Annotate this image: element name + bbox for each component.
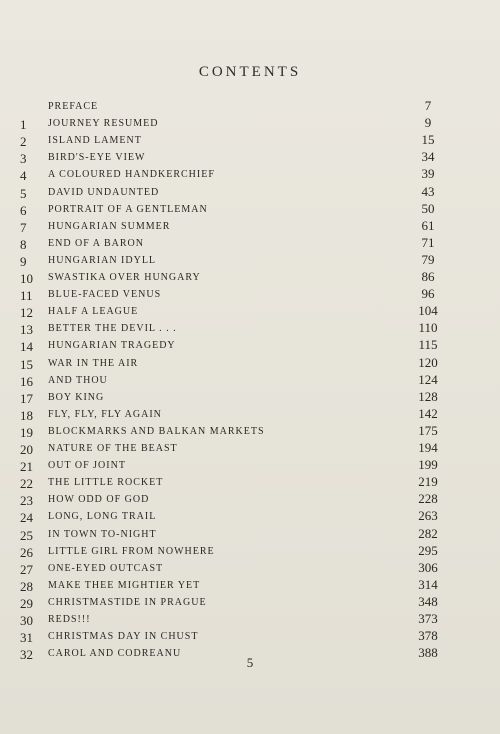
chapter-title: BIRD'S-EYE VIEW	[48, 152, 146, 164]
chapter-page: 194	[418, 440, 438, 455]
chapter-page: 86	[421, 269, 435, 284]
chapter-page: 9	[424, 115, 432, 131]
chapter-title: CAROL AND CODREANU	[48, 648, 182, 660]
chapter-number: 6	[20, 202, 27, 218]
chapter-number: 32	[20, 647, 33, 663]
chapter-title: THE LITTLE ROCKET	[48, 477, 164, 489]
chapter-title: OUT OF JOINT	[48, 460, 126, 472]
chapter-number: 19	[20, 424, 33, 440]
chapter-page: 110	[418, 320, 438, 336]
chapter-title: BLOCKMARKS AND BALKAN MARKETS	[48, 425, 265, 437]
chapter-number: 30	[20, 613, 33, 628]
chapter-page: 348	[418, 593, 438, 609]
page-number: 5	[246, 655, 254, 670]
chapter-page: 7	[424, 98, 432, 113]
chapter-title: ISLAND LAMENT	[48, 135, 142, 147]
chapter-page: 263	[418, 508, 438, 524]
chapter-title: AND THOU	[48, 374, 108, 386]
chapter-number: 24	[20, 510, 33, 526]
chapter-page: 128	[418, 388, 438, 404]
chapter-title: BETTER THE DEVIL . . .	[48, 323, 177, 335]
chapter-number: 18	[20, 407, 33, 423]
chapter-number: 29	[20, 595, 33, 611]
chapter-page: 34	[421, 149, 435, 165]
chapter-number: 15	[20, 356, 33, 372]
chapter-title: PORTRAIT OF A GENTLEMAN	[48, 203, 208, 215]
chapter-page: 120	[418, 354, 438, 370]
chapter-page: 15	[421, 132, 435, 148]
chapter-page: 39	[421, 166, 435, 182]
chapter-title: A COLOURED HANDKERCHIEF	[48, 169, 215, 181]
chapter-page: 104	[418, 303, 438, 319]
chapter-page: 199	[418, 457, 438, 473]
chapter-number: 5	[20, 185, 27, 201]
chapter-number: 12	[20, 305, 33, 321]
chapter-number: 25	[20, 527, 33, 543]
chapter-number: 4	[20, 168, 27, 184]
chapter-page: 43	[421, 183, 435, 199]
chapter-title: WAR IN THE AIR	[48, 357, 139, 369]
page-title: CONTENTS	[198, 64, 302, 80]
chapter-number: 2	[20, 134, 27, 150]
chapter-number: 16	[20, 373, 33, 389]
chapter-page: 388	[418, 645, 438, 661]
chapter-title: HALF A LEAGUE	[48, 306, 139, 318]
chapter-number: 23	[20, 493, 33, 509]
chapter-page: 124	[418, 371, 438, 387]
chapter-page: 61	[421, 217, 435, 233]
chapter-number: 20	[20, 442, 33, 457]
chapter-number: 9	[20, 253, 27, 269]
chapter-title: HUNGARIAN SUMMER	[48, 220, 171, 232]
chapter-title: HOW ODD OF GOD	[48, 494, 150, 506]
chapter-title: LONG, LONG TRAIL	[48, 511, 157, 523]
chapter-page: 228	[418, 491, 438, 507]
chapter-page: 96	[421, 286, 435, 302]
chapter-number: 17	[20, 390, 33, 406]
chapter-title: CHRISTMAS DAY IN CHUST	[48, 631, 199, 643]
chapter-page: 373	[418, 611, 438, 626]
chapter-number: 3	[20, 151, 27, 167]
chapter-page: 306	[418, 559, 438, 575]
chapter-page: 142	[418, 405, 438, 421]
chapter-page: 282	[418, 525, 438, 541]
chapter-page: 378	[418, 628, 438, 644]
chapter-number: 11	[20, 288, 33, 304]
chapter-number: 28	[20, 578, 33, 594]
chapter-title: NATURE OF THE BEAST	[48, 443, 178, 454]
chapter-title: HUNGARIAN TRAGEDY	[48, 340, 176, 352]
chapter-title: END OF A BARON	[48, 237, 144, 249]
chapter-title: BOY KING	[48, 391, 105, 403]
chapter-page: 314	[418, 576, 438, 592]
chapter-title: LITTLE GIRL FROM NOWHERE	[48, 545, 215, 557]
chapter-page: 50	[421, 200, 435, 216]
chapter-title: DAVID UNDAUNTED	[48, 186, 160, 198]
chapter-title: HUNGARIAN IDYLL	[48, 254, 157, 266]
chapter-number: 10	[20, 271, 33, 286]
chapter-page: 219	[418, 474, 438, 490]
chapter-number: 26	[20, 544, 33, 560]
chapter-title: FLY, FLY, FLY AGAIN	[48, 408, 162, 420]
chapter-page: 79	[421, 251, 435, 267]
chapter-title: SWASTIKA OVER HUNGARY	[48, 272, 201, 283]
chapter-title: CHRISTMASTIDE IN PRAGUE	[48, 596, 207, 608]
chapter-number: 8	[20, 236, 27, 252]
chapter-number: 31	[20, 630, 33, 646]
chapter-number: 21	[20, 459, 33, 475]
chapter-page: 295	[418, 542, 438, 558]
chapter-title: ONE-EYED OUTCAST	[48, 562, 164, 574]
chapter-number: 7	[20, 219, 27, 235]
chapter-title: MAKE THEE MIGHTIER YET	[48, 579, 201, 591]
chapter-title: JOURNEY RESUMED	[48, 118, 159, 130]
chapter-page: 175	[418, 422, 438, 438]
chapter-page: 115	[418, 337, 438, 353]
chapter-number: 1	[20, 117, 27, 133]
chapter-number: 27	[20, 561, 33, 577]
chapter-page: 71	[421, 234, 435, 250]
chapter-title: IN TOWN TO-NIGHT	[48, 528, 157, 540]
chapter-title: PREFACE	[48, 101, 99, 112]
chapter-number: 14	[20, 339, 33, 355]
chapter-title: BLUE-FACED VENUS	[48, 289, 162, 301]
chapter-number: 22	[20, 476, 33, 492]
chapter-title: REDS!!!	[48, 614, 91, 625]
chapter-number: 13	[20, 322, 33, 338]
